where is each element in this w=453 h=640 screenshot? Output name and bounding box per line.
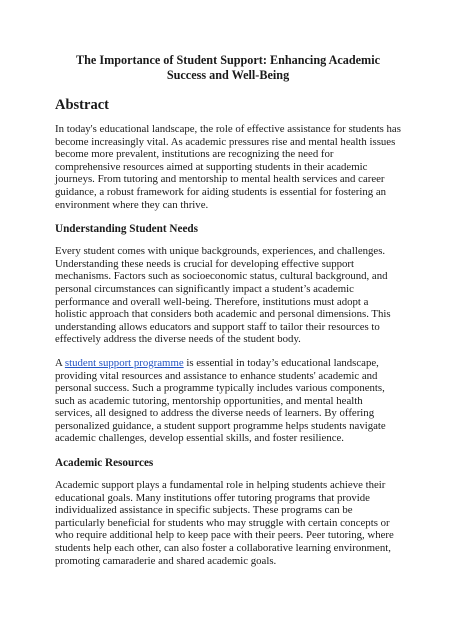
student-needs-paragraph: Every student comes with unique backgrounds, experiences, and challenges. Understanding these needs is crucial for developing effective support mechanisms. Factors such as socioeconomic status, cultural background, and personal circumstances can significantly impact a student’s academic performance and overall well-being. Therefore, institutions must adopt a holistic approach that considers both academic and personal dimensions. This understanding allows educators and support staff to tailor their resources to effectively address the diverse needs of the student body. (55, 245, 391, 346)
academic-resources-paragraph: Academic support plays a fundamental role in helping students achieve their educational goals. Many institutions offer tutoring programs that provide individualized assistance in specific subjects. These programs can be particularly beneficial for students who may struggle with certain concepts or who require additional help to keep pace with their peers. Peer tutoring, where students help each other, can also foster a collaborative learning environment, promoting camaraderie and shared academic goals. (55, 479, 394, 567)
programme-paragraph (55, 357, 401, 445)
academic-resources-heading: Academic Resources (55, 457, 154, 470)
abstract-paragraph: In today's educational landscape, the role of effective assistance for students has become increasingly vital. As academic pressures rise and mental health issues become more prevalent, institutions are recognizing the need for comprehensive resources aimed at supporting students in their academic journeys. From tutoring and mentorship to mental health services and career guidance, a robust framework for aiding students is essential for fostering an environment where they can thrive. (55, 123, 401, 211)
programme-text-after: is essential in today’s educational landscape, providing vital resources and assistance to enhance students' academic and personal success. Such a programme typically includes various components, such as academic tutoring, mentorship opportunities, and mental health services, all designed to address the diverse needs of learners. By offering personalized guidance, a student support programme helps students navigate academic challenges, develop essential skills, and foster resilience. (55, 356, 386, 445)
document-title: The Importance of Student Support: Enhancing Academic Success and Well-Being (75, 53, 381, 82)
programme-text-before: A (55, 356, 65, 369)
student-needs-heading: Understanding Student Needs (55, 223, 198, 236)
abstract-heading: Abstract (55, 97, 109, 113)
document-page (55, 53, 401, 578)
student-support-programme-link[interactable]: student support programme (64, 356, 184, 369)
